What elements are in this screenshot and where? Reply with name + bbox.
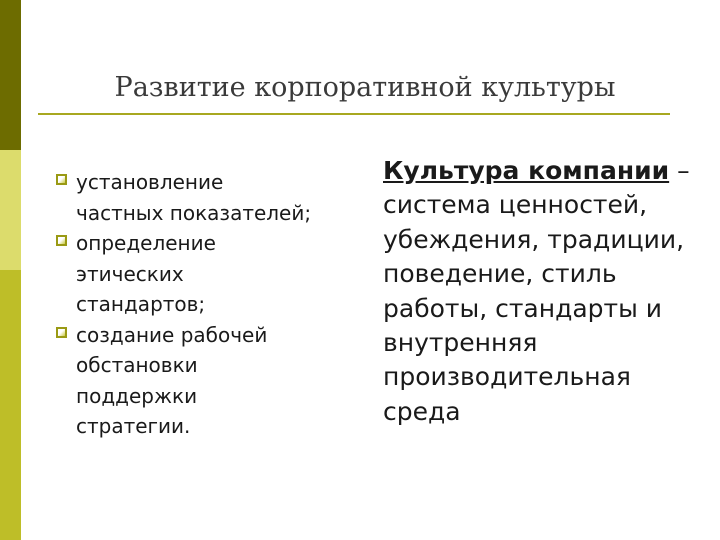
definition-term: Культура компании (383, 156, 670, 185)
bullet-text: установление частных показателей; (76, 170, 312, 225)
bullet-text: создание рабочей обстановки поддержки стратегии. (76, 322, 268, 438)
slide-title: Развитие корпоративной культуры (114, 72, 616, 103)
sidebar-segment-dark (0, 0, 21, 150)
sidebar-segment-mid (0, 270, 21, 540)
bullet-item (56, 228, 316, 320)
sidebar-segment-light (0, 150, 21, 270)
square-bullet-icon (56, 235, 67, 246)
title-divider (38, 113, 670, 115)
bullet-text: определение этических стандартов; (76, 231, 216, 316)
square-bullet-icon (56, 327, 67, 338)
bullet-list (56, 167, 316, 442)
bullet-item (56, 167, 316, 228)
sidebar-decoration (0, 0, 21, 540)
definition-block (383, 154, 703, 429)
definition-text: – система ценностей, убеждения, традиции, поведение, стиль работы, стандарты и внутренняя производительная среда (383, 156, 690, 426)
square-bullet-icon (56, 174, 67, 185)
bullet-item (56, 320, 316, 442)
